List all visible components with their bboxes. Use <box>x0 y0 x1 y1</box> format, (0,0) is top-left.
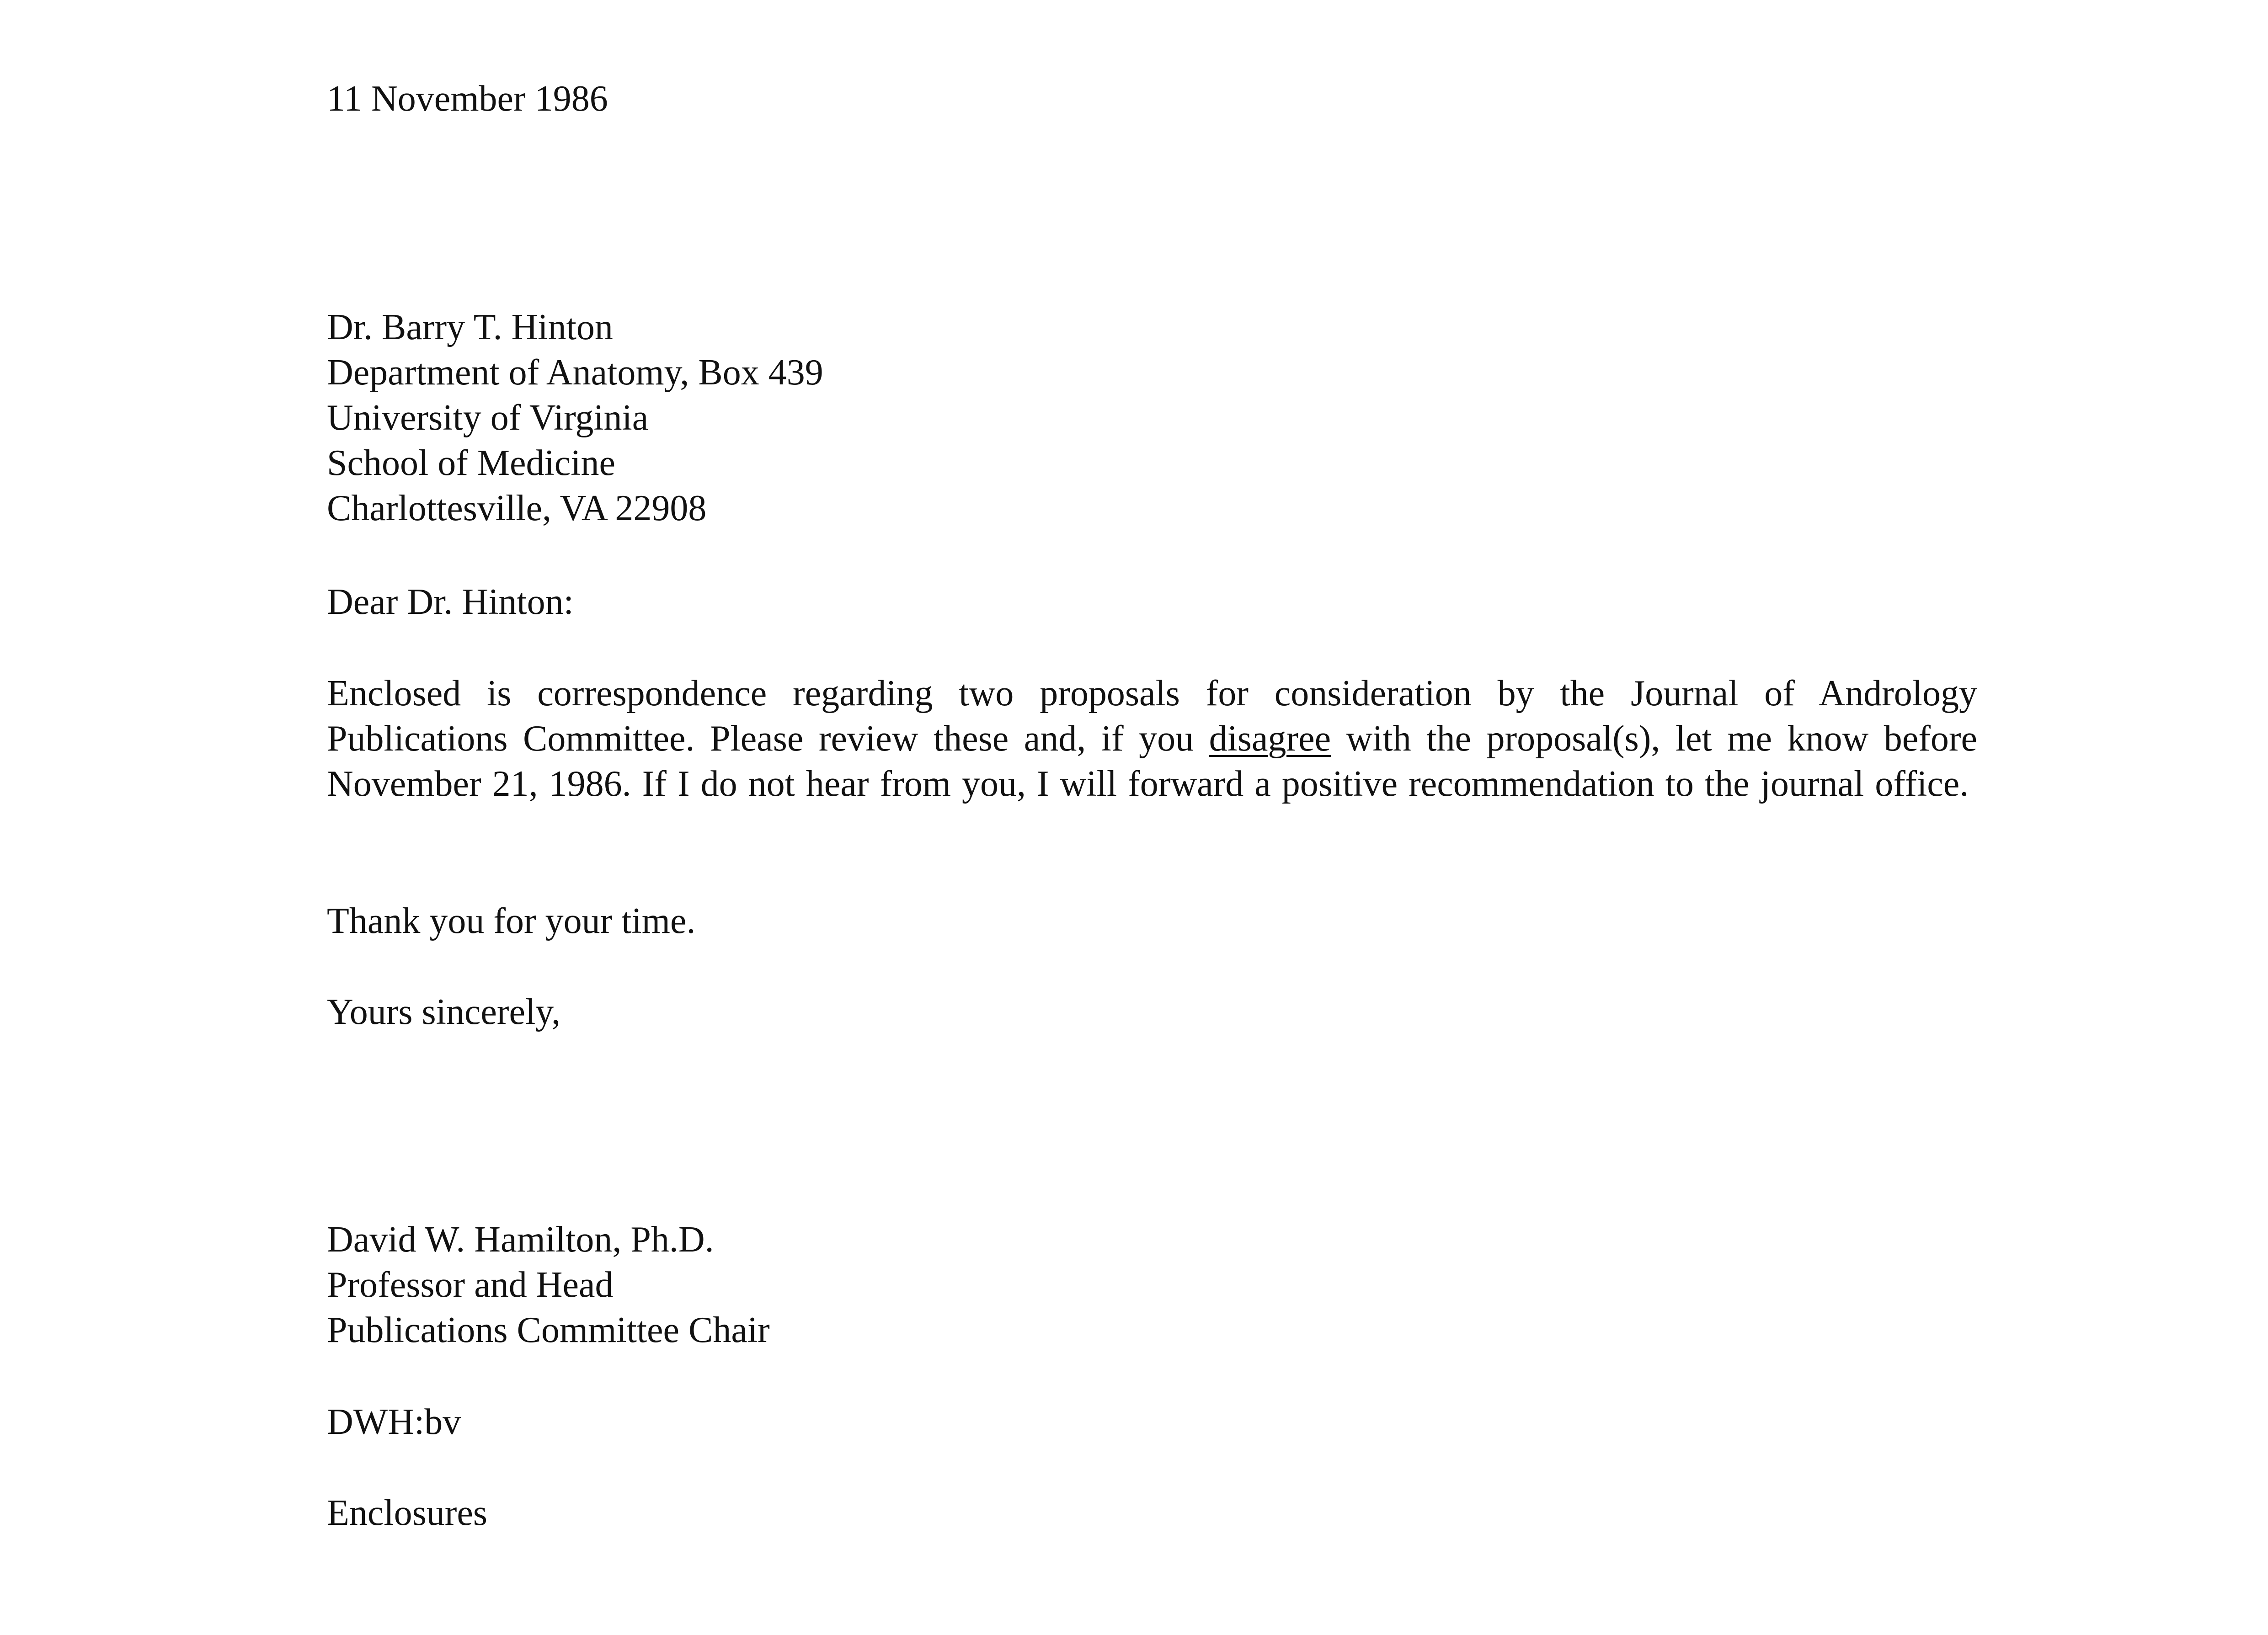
recipient-name: Dr. Barry T. Hinton <box>327 307 613 347</box>
closing-line <box>327 990 1973 1035</box>
signer-title: Professor and Head <box>327 1265 614 1305</box>
date-text: 11 November 1986 <box>327 79 608 119</box>
recipient-address <box>327 305 1973 531</box>
recipient-institution: University of Virginia <box>327 398 649 438</box>
signer-name: David W. Hamilton, Ph.D. <box>327 1220 714 1260</box>
closing-text: Yours sincerely, <box>327 992 561 1032</box>
body-text-start: Enclosed is correspondence regarding two proposals for consideration by the Journal of Andrology Publications Committee. Please review these and, if you <box>327 673 1977 759</box>
signature-block <box>327 1217 1973 1353</box>
enclosures-note <box>327 1491 1973 1536</box>
enclosures-text: Enclosures <box>327 1493 488 1533</box>
salutation <box>327 580 1973 625</box>
letter-date <box>327 76 1973 122</box>
recipient-department: Department of Anatomy, Box 439 <box>327 352 823 393</box>
signer-role: Publications Committee Chair <box>327 1310 770 1350</box>
salutation-text: Dear Dr. Hinton: <box>327 582 574 622</box>
thanks-text: Thank you for your time. <box>327 901 696 941</box>
recipient-city: Charlottesville, VA 22908 <box>327 488 707 528</box>
reference-initials <box>327 1400 1973 1445</box>
thanks-line <box>327 899 1973 944</box>
initials-text: DWH:bv <box>327 1402 461 1442</box>
underlined-word: disagree <box>1209 719 1331 759</box>
recipient-school: School of Medicine <box>327 443 615 483</box>
body-paragraph <box>327 671 1977 807</box>
body-text-end: with the proposal(s), let me know before November 21, 1986. If I do not hear from you, I will forward a positive recommendation to the journal office. <box>327 719 1977 804</box>
